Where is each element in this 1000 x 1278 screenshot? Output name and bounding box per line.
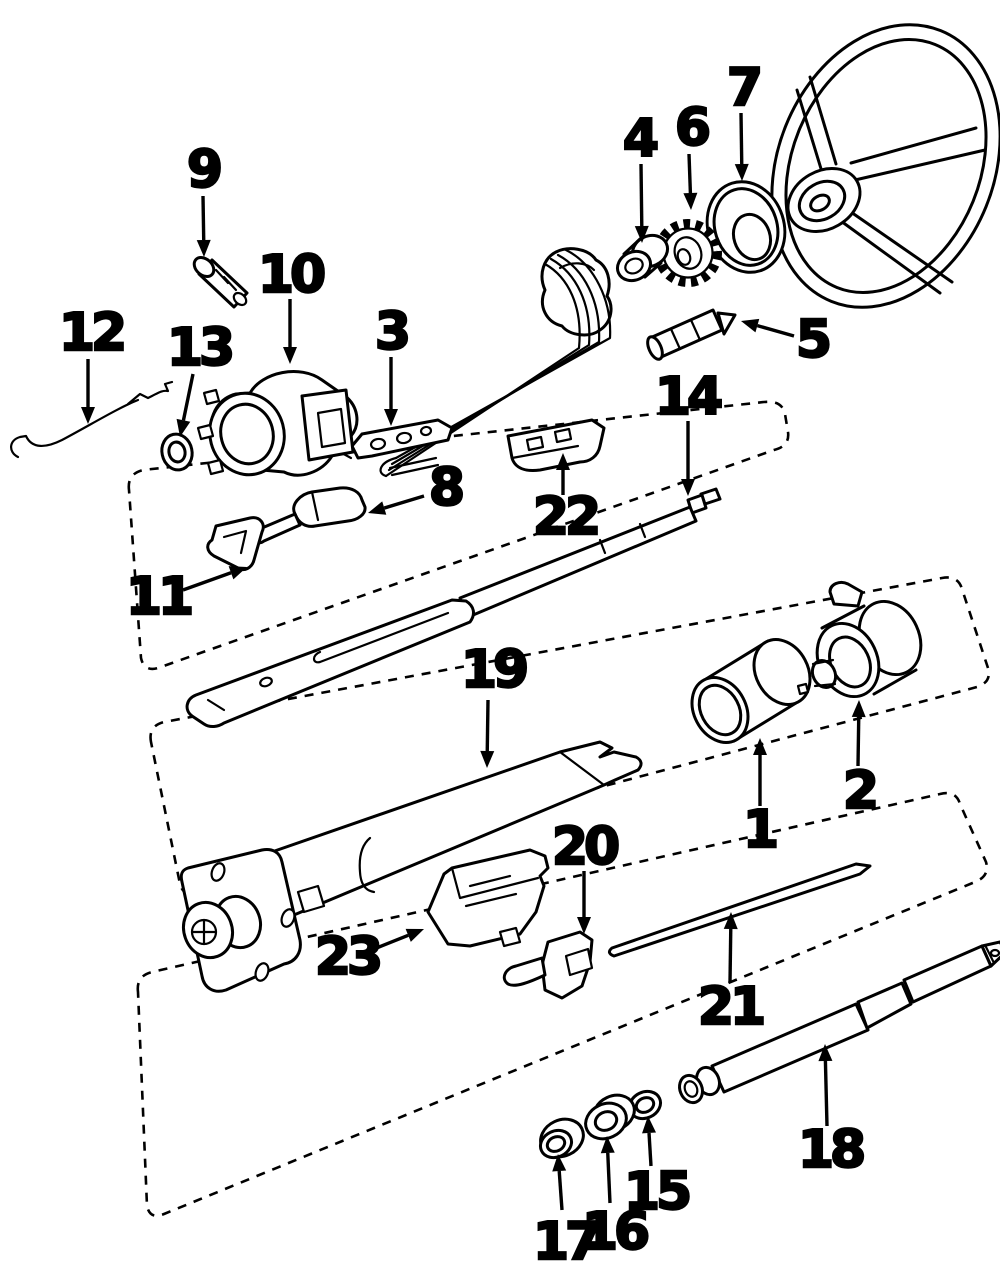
bearing-ring-16 (580, 1089, 640, 1146)
callout-arrowhead-11 (229, 566, 247, 579)
callout-arrow-18 (825, 1061, 827, 1126)
callout-number-7: 7 (726, 58, 760, 118)
callout-number-4: 4 (622, 109, 656, 169)
signal-lever (253, 488, 365, 543)
callout-arrow-19 (487, 700, 488, 751)
mounting-screw (190, 254, 248, 308)
callout-number-17: 17 (532, 1212, 598, 1272)
callout-arrowhead-23 (406, 929, 424, 942)
callout-number-13: 13 (166, 318, 232, 378)
callout-arrowhead-9 (197, 240, 211, 257)
clip-bracket (208, 518, 264, 570)
callout-arrowhead-3 (384, 409, 398, 426)
callout-number-22: 22 (532, 487, 598, 547)
indicator-wire (11, 382, 172, 457)
callout-number-8: 8 (428, 458, 462, 518)
callout-number-1: 1 (742, 800, 776, 860)
callout-number-6: 6 (674, 98, 708, 158)
callout-number-5: 5 (795, 310, 829, 370)
column-sleeve (681, 630, 821, 752)
support-bracket (428, 850, 548, 946)
callout-number-11: 11 (125, 567, 191, 627)
callout-arrow-5 (757, 326, 794, 336)
bearing-ring-17 (534, 1112, 589, 1163)
callout-arrow-4 (641, 164, 642, 226)
callout-number-10: 10 (257, 245, 323, 305)
callout-arrow-6 (689, 154, 690, 193)
ignition-lock-cylinder (806, 582, 933, 706)
callout-arrowhead-6 (683, 193, 697, 210)
callout-arrow-17 (559, 1171, 562, 1210)
callout-arrow-16 (608, 1153, 610, 1203)
callout-arrowhead-5 (741, 319, 759, 332)
callout-number-2: 2 (842, 761, 876, 821)
callout-arrowhead-2 (852, 700, 866, 717)
callout-number-21: 21 (697, 977, 763, 1037)
callout-number-9: 9 (186, 140, 220, 200)
callout-arrow-13 (183, 374, 193, 420)
callout-arrowhead-10 (283, 347, 297, 364)
callout-arrowhead-12 (81, 407, 95, 424)
callout-number-16: 16 (581, 1202, 647, 1262)
callout-arrow-11 (183, 573, 231, 590)
callout-number-23: 23 (314, 927, 380, 987)
callout-arrow-8 (384, 496, 424, 508)
callout-arrow-21 (730, 929, 731, 983)
callout-arrow-9 (203, 196, 204, 240)
callout-number-12: 12 (58, 303, 124, 363)
steering-wheel (731, 0, 1000, 342)
callout-number-20: 20 (551, 817, 617, 877)
washer (159, 431, 196, 472)
callout-arrow-7 (741, 113, 742, 164)
callout-arrowhead-8 (368, 501, 386, 514)
callout-number-15: 15 (623, 1162, 689, 1222)
bearing-housing (198, 372, 357, 484)
callout-arrowhead-7 (735, 164, 749, 181)
callout-number-3: 3 (374, 302, 408, 362)
callout-number-18: 18 (797, 1120, 863, 1180)
callout-arrowhead-19 (480, 751, 494, 768)
callout-arrow-2 (858, 717, 859, 766)
callout-number-14: 14 (654, 367, 720, 427)
callout-arrowhead-14 (681, 479, 695, 496)
callout-number-19: 19 (460, 640, 526, 700)
shaft-bolt (645, 310, 735, 361)
connector-body (542, 249, 611, 335)
